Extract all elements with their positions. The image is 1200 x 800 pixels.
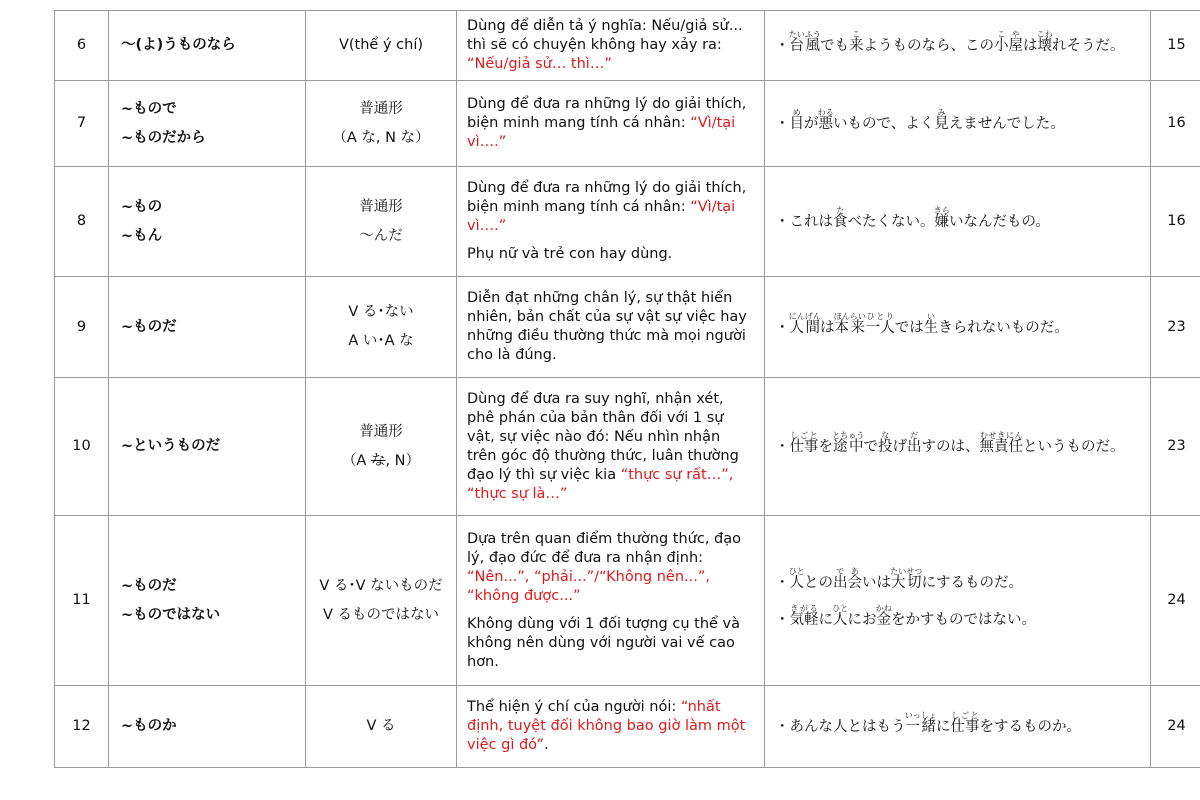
grammar-pattern: ~ものだ [121,577,177,594]
explanation-text: Dùng để diễn tả ý nghĩa: Nếu/giả sử... thì sẽ có chuyện không hay xảy ra: [467,18,743,53]
furigana-word: 気軽きがる [789,603,819,628]
furigana-word: 目め [789,108,804,132]
furigana-reading: いっしょ [904,711,937,720]
table-row [55,686,1200,768]
explanation-text: Thể hiện ý chí của người nói: [467,699,681,715]
furigana-reading: こや [994,30,1023,39]
furigana-reading: こ [849,30,864,39]
connection-form: V る･ない [348,304,414,320]
explanation-text: Phụ nữ và trẻ con hay dùng. [467,246,673,262]
explanation-paragraph [467,17,754,74]
grammar-pattern: ~というものだ [121,438,221,454]
example-cell [765,516,1151,686]
example-cell [765,378,1151,516]
furigana-word: 食た [833,206,848,230]
grammar-pattern-cell [109,516,306,686]
explanation-text: Dùng để đưa ra những lý do giải thích, biện minh mang tính cá nhân: [467,96,747,131]
furigana-word: 途中とちゅう [832,431,865,455]
connection-form-cell [306,686,457,768]
connection-form-cell [306,516,457,686]
meaning-highlight: “Vì/tại vì….” [467,115,736,150]
example-sentence: ・あんな人とはもう一緒いっしょに仕事しごとをするものか。 [775,711,1081,735]
grammar-pattern: ~ものだから [121,129,206,146]
page-number: 15 [1151,11,1200,81]
connection-form: （A な, N な） [332,129,430,146]
grammar-pattern-cell [109,81,306,167]
connection-form: A い･A な [348,333,414,349]
grammar-pattern-cell [109,11,306,81]
connection-form: 普通形 [359,100,403,117]
example-sentence: ・人ひととの出会であいは大切たいせつにするものだ。 [775,566,1023,591]
table-row [55,11,1200,81]
grammar-table-sheet [54,10,1200,768]
furigana-reading: ひと [788,566,805,576]
furigana-reading: め [789,108,804,117]
furigana-reading: きがる [789,603,819,613]
explanation-text: . [544,737,549,753]
connection-form: V るものではない [322,606,440,623]
furigana-word: 嫌きら [933,206,950,230]
example-cell [765,277,1151,378]
example-sentence: ・人間にんげんは本来ほんらい一人ひとりでは生いきられないものだ。 [775,311,1069,336]
furigana-reading: むせきにん [979,431,1023,440]
meaning-highlight: “thực sự rất…”, “thực sự là…” [467,466,734,502]
furigana-reading: わる [817,108,834,117]
furigana-reading: とちゅう [832,431,865,440]
furigana-reading: ひとり [865,311,895,321]
grammar-pattern: ~ものか [121,718,177,734]
meaning-highlight: “Nếu/giả sử… thì…” [467,56,612,72]
explanation-cell [457,11,765,81]
explanation-text: Dùng để đưa ra suy nghĩ, nhận xét, phê phán của bản thân đối với 1 sự vật, sự việc nào đó: Nếu nhìn nhận trên góc độ thường thức, luân thường đạo lý thì sự việc kia [467,390,739,483]
furigana-reading: たいふう [788,30,821,39]
row-number: 9 [55,277,109,378]
furigana-reading: しごと [950,711,980,720]
table-row [55,277,1200,378]
furigana-reading: い [923,311,939,321]
furigana-word: 出会であ [833,566,862,591]
furigana-reading: ひと [832,603,849,613]
row-number: 10 [55,378,109,516]
connection-form-cell [306,167,457,277]
explanation-paragraph [467,615,754,672]
furigana-word: 人ひと [832,603,849,628]
explanation-paragraph [467,530,754,606]
furigana-word: 一緒いっしょ [904,711,937,735]
furigana-reading: かね [875,603,892,613]
furigana-reading: ほんらい [833,311,866,321]
connection-form: ～んだ [359,227,403,244]
grammar-pattern-cell [109,167,306,277]
furigana-word: 人間にんげん [788,311,821,336]
furigana-word: 無責任むせきにん [979,431,1023,455]
furigana-reading: しごと [789,431,819,440]
page-number: 16 [1151,81,1200,167]
connection-form: 普通形 [359,423,403,440]
meaning-highlight: “Vì/tại vì….” [467,199,736,234]
furigana-word: 大切たいせつ [890,566,923,591]
furigana-word: 出だ [907,431,922,455]
connection-form: （A な, N） [341,452,421,469]
explanation-paragraph [467,179,754,236]
connection-form: 普通形 [359,198,403,215]
explanation-paragraph [467,698,754,755]
table-row [55,516,1200,686]
connection-form-cell [306,11,457,81]
furigana-reading: な [878,431,893,440]
grammar-pattern: ～(よ)うものなら [121,37,236,53]
explanation-cell [457,516,765,686]
grammar-table-body [55,11,1200,768]
meaning-highlight: “Nên...”, “phải...”/“Không nên...”, “không được...” [467,568,710,604]
table-row [55,378,1200,516]
example-sentence: ・目めが悪わるいもので、よく見みえませんでした。 [775,108,1065,132]
explanation-paragraph [467,95,754,152]
furigana-word: 生い [923,311,939,336]
example-cell [765,11,1151,81]
explanation-cell [457,378,765,516]
explanation-cell [457,686,765,768]
connection-form-cell [306,277,457,378]
furigana-word: 来こ [849,30,864,54]
example-sentence: ・仕事しごとを途中とちゅうで投なげ出だすのは、無責任むせきにんというものだ。 [775,431,1125,455]
connection-form-cell [306,378,457,516]
row-number: 11 [55,516,109,686]
furigana-reading: た [833,206,848,215]
furigana-word: 見み [934,108,949,132]
explanation-cell [457,167,765,277]
grammar-pattern-cell [109,686,306,768]
grammar-pattern: ~ものではない [121,606,221,623]
furigana-word: 小屋こや [994,30,1023,54]
furigana-word: 台風たいふう [788,30,821,54]
row-number: 8 [55,167,109,277]
furigana-reading: み [934,108,949,117]
connection-form: V る [366,718,396,734]
furigana-reading: だ [907,431,922,440]
row-number: 7 [55,81,109,167]
grammar-table [54,10,1200,768]
furigana-word: 投な [878,431,893,455]
furigana-reading: こわ [1036,30,1053,39]
grammar-pattern: ~もので [121,100,177,117]
struck-na: な [370,452,386,469]
page-number: 16 [1151,167,1200,277]
grammar-pattern: ~もの [121,198,163,215]
table-row [55,81,1200,167]
table-row [55,167,1200,277]
grammar-pattern: ~ものだ [121,318,177,335]
example-sentence: ・台風たいふうでも来こようものなら、この小屋こやは壊こわれそうだ。 [775,30,1125,54]
grammar-pattern: ~もん [121,227,163,244]
furigana-reading: きら [933,206,950,215]
furigana-word: 金かね [875,603,892,628]
page-number: 23 [1151,378,1200,516]
furigana-word: 仕事しごと [789,431,819,455]
example-cell [765,167,1151,277]
connection-form-cell [306,81,457,167]
meaning-highlight: “nhất định, tuyệt đối không bao giờ làm một việc gì đó” [467,699,746,753]
connection-form: V(thể ý chí) [338,37,424,53]
connection-form: V る･V ないものだ [319,577,443,594]
explanation-paragraph [467,245,754,264]
example-sentence: ・これは食たべたくない。嫌きらいなんだもの。 [775,206,1050,230]
page-number: 24 [1151,686,1200,768]
example-sentence: ・気軽きがるに人ひとにお金かねをかすものではない。 [775,603,1036,628]
furigana-reading: であ [833,566,862,576]
furigana-word: 悪わる [817,108,834,132]
page-number: 23 [1151,277,1200,378]
furigana-reading: にんげん [788,311,821,321]
furigana-word: 一人ひとり [865,311,895,336]
explanation-text: Diễn đạt những chân lý, sự thật hiển nhiên, bản chất của sự vật sự việc hay những điều thường thức mà mọi người cho là đúng. [467,290,747,363]
grammar-pattern-cell [109,277,306,378]
example-cell [765,686,1151,768]
explanation-cell [457,277,765,378]
explanation-text: Dùng để đưa ra những lý do giải thích, biện minh mang tính cá nhân: [467,180,747,215]
furigana-reading: たいせつ [890,566,923,576]
explanation-text: Không dùng với 1 đối tượng cụ thể và không nên dùng với người vai vế cao hơn. [467,615,741,670]
row-number: 6 [55,11,109,81]
page-number: 24 [1151,516,1200,686]
explanation-cell [457,81,765,167]
furigana-word: 人ひと [788,566,805,591]
grammar-pattern-cell [109,378,306,516]
furigana-word: 仕事しごと [950,711,980,735]
furigana-word: 壊こわ [1036,30,1053,54]
explanation-paragraph [467,289,754,365]
explanation-text: Dựa trên quan điểm thường thức, đạo lý, đạo đức để đưa ra nhận định: [467,530,742,566]
example-cell [765,81,1151,167]
explanation-paragraph [467,390,754,504]
furigana-word: 本来ほんらい [833,311,866,336]
row-number: 12 [55,686,109,768]
